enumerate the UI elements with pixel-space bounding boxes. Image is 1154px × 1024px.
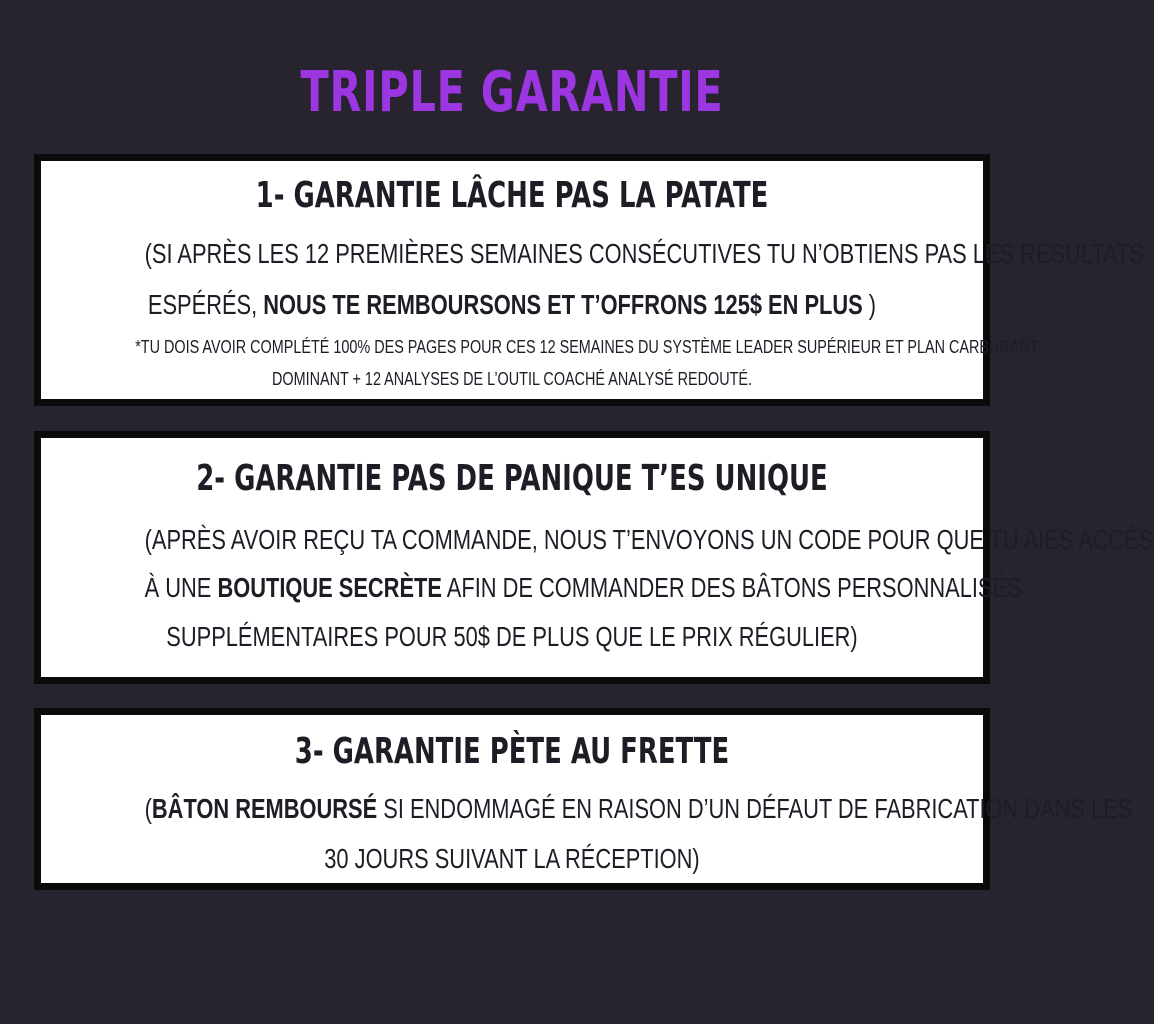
guarantee-1-text-line-1: (SI APRÈS LES 12 PREMIÈRES SEMAINES CONSÉCUTIVES TU N’OBTIENS PAS LES RÉSULTATS [144,238,1144,269]
guarantee-1-text-highlight: NOUS TE REMBOURSONS ET T’OFFRONS 125$ EN PLUS [263,289,863,320]
guarantee-3-heading: 3- GARANTIE PÈTE AU FRETTE [294,731,730,772]
guarantee-2-heading: 2- GARANTIE PAS DE PANIQUE T’ES UNIQUE [196,458,828,499]
guarantee-3-text-pre: ( [144,793,152,824]
guarantee-card-1 [34,154,1144,406]
guarantee-2-text-line-2 [144,572,1022,604]
guarantee-2-text-highlight: BOUTIQUE SECRÈTE [217,572,442,603]
guarantee-2-text-pre: À UNE [144,572,218,603]
guarantee-1-note-line-1: *TU DOIS AVOIR COMPLÉTÉ 100% DES PAGES POUR CES 12 SEMAINES DU SYSTÈME LEADER SUPÉRIEUR ET PLAN CARBURANT [135,337,1039,357]
guarantee-1-text-post: ) [862,289,877,320]
page-title: TRIPLE GARANTIE [300,60,724,125]
guarantee-2-text-post: AFIN DE COMMANDER DES BÂTONS PERSONNALISÉS [441,572,1022,603]
guarantee-3-text-line-1 [144,793,1133,825]
guarantee-1-note-line-2: DOMINANT + 12 ANALYSES DE L’OUTIL COACHÉ ANALYSÉ REDOUTÉ. [271,369,752,389]
guarantee-3-text-highlight: BÂTON REMBOURSÉ [151,793,378,824]
guarantee-1-text-pre: ESPÉRÉS, [147,289,264,320]
guarantee-2-text-line-1: (APRÈS AVOIR REÇU TA COMMANDE, NOUS T’ENVOYONS UN CODE POUR QUE TU AIES ACCÈS [144,524,1154,555]
guarantee-1-heading: 1- GARANTIE LÂCHE PAS LA PATATE [255,175,769,216]
guarantee-card-2 [34,431,1154,684]
guarantee-1-text-line-2 [145,289,880,321]
guarantee-2-text-line-3: SUPPLÉMENTAIRES POUR 50$ DE PLUS QUE LE PRIX RÉGULIER) [166,621,858,652]
guarantee-3-text-post: SI ENDOMMAGÉ EN RAISON D’UN DÉFAUT DE FABRICATION DANS LES [377,793,1133,824]
guarantee-card-3 [34,708,1133,890]
guarantee-3-text-line-2: 30 JOURS SUIVANT LA RÉCEPTION) [324,843,700,874]
